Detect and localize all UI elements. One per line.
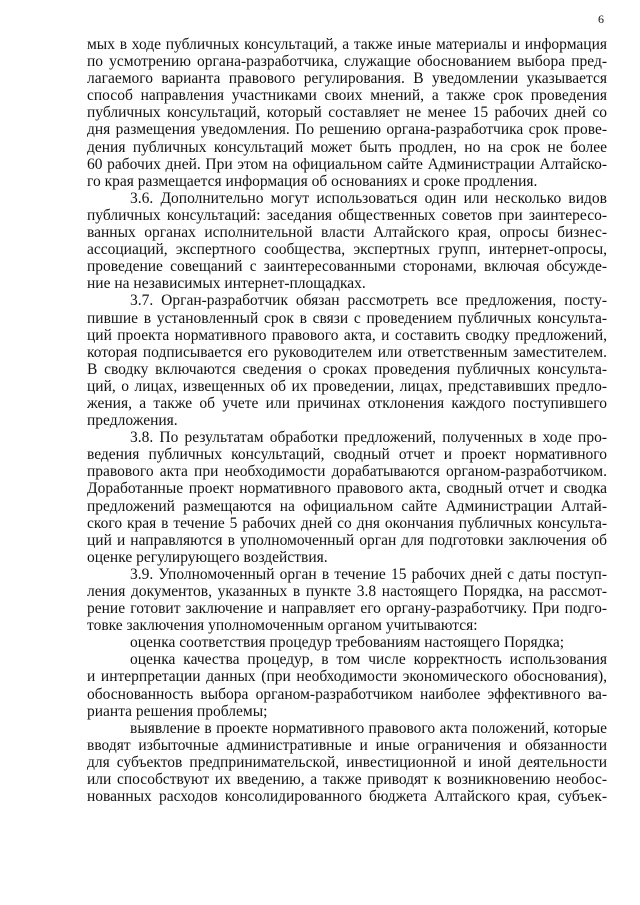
paragraph bbox=[87, 190, 607, 293]
text-line: дения публичных консультаций может быть продлен, но на срок не более bbox=[87, 138, 607, 156]
text-line: оценке регулирующего воздействия. bbox=[87, 548, 328, 566]
text-line: лагаемого варианта правового регулирования. В уведомлении указывается bbox=[87, 70, 607, 88]
text-line: 3.6. Дополнительно могут использоваться один или несколько видов bbox=[130, 189, 607, 207]
text-line: товке заключения уполномоченным органом учитываются: bbox=[87, 617, 478, 635]
text-line: дня размещения уведомления. По решению органа-разработчика срок прове- bbox=[87, 121, 607, 139]
text-line: или способствуют их введению, а также приводят к возникновению необос- bbox=[87, 771, 607, 789]
text-line: рение готовит заключение и направляет его органу-разработчику. При подго- bbox=[87, 600, 607, 618]
page-number: 6 bbox=[598, 12, 604, 26]
text-line: и интерпретации данных (при необходимости экономического обоснования), bbox=[87, 668, 607, 686]
text-line: по усмотрению органа-разработчика, служащие обоснованием выбора пред- bbox=[87, 53, 607, 71]
text-line: публичных консультаций: заседания общественных советов при заинтересо- bbox=[87, 206, 607, 224]
text-line: проведение совещаний с заинтересованными сторонами, включая обсужде- bbox=[87, 258, 607, 276]
document-body bbox=[87, 36, 607, 805]
paragraph bbox=[87, 651, 607, 719]
text-line: ления документов, указанных в пункте 3.8 настоящего Порядка, на рассмот- bbox=[87, 583, 607, 600]
paragraph bbox=[87, 292, 607, 429]
text-line: правового акта при необходимости дорабатываются органом-разработчиком. bbox=[87, 463, 607, 481]
text-line: которая подписывается его руководителем или ответственным заместителем. bbox=[87, 343, 607, 361]
paragraph bbox=[87, 720, 607, 805]
text-line: 60 рабочих дней. При этом на официальном сайте Администрации Алтайско- bbox=[87, 155, 607, 173]
text-line: нованных расходов консолидированного бюджета Алтайского края, субъек- bbox=[87, 788, 607, 806]
paragraph bbox=[87, 429, 607, 566]
text-line: обоснованность выбора органом-разработчиком наиболее эффективного ва- bbox=[87, 685, 607, 703]
text-line: 3.7. Орган-разработчик обязан рассмотреть все предложения, посту- bbox=[130, 292, 607, 310]
text-line: ванных органах исполнительной власти Алтайского края, опросы бизнес- bbox=[87, 224, 607, 242]
paragraph bbox=[87, 36, 607, 190]
text-line: предложения. bbox=[87, 412, 178, 430]
text-line: ций проекта нормативного правового акта, и составить сводку предложений, bbox=[87, 326, 607, 344]
text-line: 3.9. Уполномоченный орган в течение 15 рабочих дней с даты поступ- bbox=[130, 565, 607, 583]
text-line: публичных консультаций, который составляет не менее 15 рабочих дней со bbox=[87, 104, 607, 122]
text-line: мых в ходе публичных консультаций, а также иные материалы и информация bbox=[87, 36, 607, 53]
paragraph bbox=[87, 634, 607, 651]
text-line: для субъектов предпринимательской, инвестиционной и иной деятельности bbox=[87, 753, 607, 771]
text-line: предложений размещаются на официальном сайте Администрации Алтай- bbox=[87, 497, 607, 515]
text-line: рианта решения проблемы; bbox=[87, 702, 268, 720]
text-line: пившие в установленный срок в связи с проведением публичных консульта- bbox=[87, 309, 607, 327]
text-line: вводят избыточные административные и иные ограничения и обязанности bbox=[87, 736, 607, 754]
text-line: способ направления участниками своих мнений, а также срок проведения bbox=[87, 87, 607, 105]
text-line: выявление в проекте нормативного правового акта положений, которые bbox=[130, 719, 607, 737]
text-line: ций и направляются в уполномоченный орган для подготовки заключения об bbox=[87, 531, 607, 549]
text-line: Доработанные проект нормативного правового акта, сводный отчет и сводка bbox=[87, 480, 607, 498]
text-line: ассоциаций, экспертного сообщества, экспертных групп, интернет-опросы, bbox=[87, 241, 607, 259]
text-line: жения, а также об учете или причинах отклонения каждого поступившего bbox=[87, 394, 607, 412]
text-line: ведения публичных консультаций, сводный отчет и проект нормативного bbox=[87, 446, 607, 464]
text-line: ние на независимых интернет-площадках. bbox=[87, 275, 366, 293]
text-line: ского края в течение 5 рабочих дней со дня окончания публичных консульта- bbox=[87, 514, 607, 532]
paragraph bbox=[87, 566, 607, 634]
text-line: 3.8. По результатам обработки предложений, полученных в ходе про- bbox=[130, 429, 607, 447]
text-line: ций, о лицах, извещенных об их проведении, лицах, представивших предло- bbox=[87, 377, 607, 395]
text-line: го края размещается информация об основаниях и сроке продления. bbox=[87, 172, 538, 190]
text-line: оценка качества процедур, в том числе корректность использования bbox=[130, 651, 607, 669]
text-line: В сводку включаются сведения о сроках проведения публичных консульта- bbox=[87, 360, 607, 378]
text-line: оценка соответствия процедур требованиям настоящего Порядка; bbox=[130, 634, 565, 652]
